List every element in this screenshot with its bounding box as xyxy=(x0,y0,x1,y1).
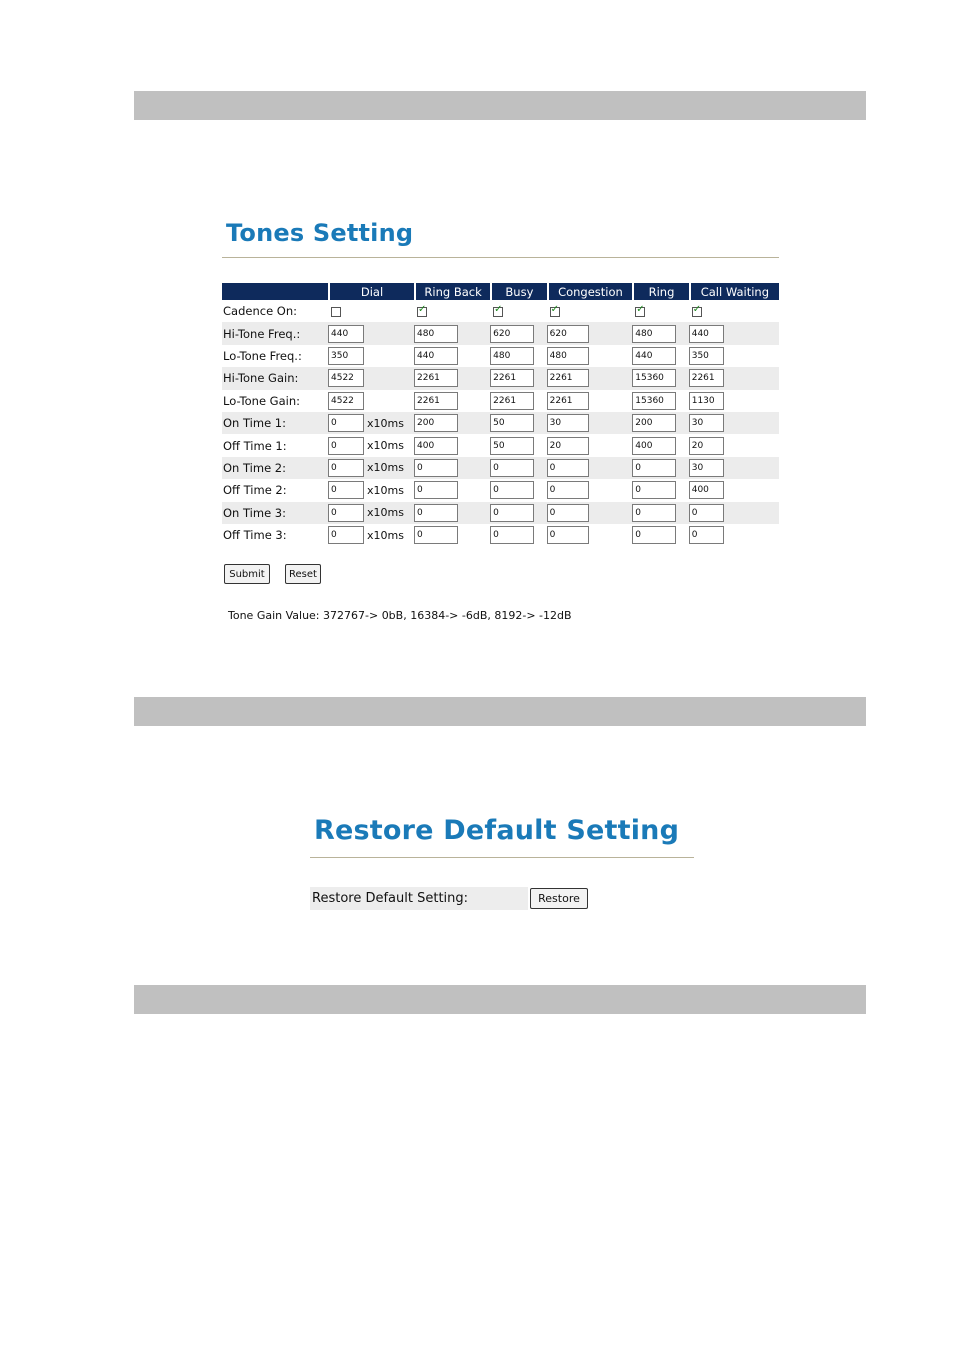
value-input-busy[interactable] xyxy=(490,481,534,499)
column-header-label xyxy=(222,283,328,300)
value-input-ring-back[interactable] xyxy=(414,504,458,522)
tones-title-rule xyxy=(222,257,779,258)
table-row xyxy=(222,502,779,524)
value-cell xyxy=(547,412,633,434)
value-cell xyxy=(328,322,414,344)
column-header-ring-back: Ring Back xyxy=(414,283,490,300)
value-input-busy[interactable] xyxy=(490,437,534,455)
cadence-checkbox-dial[interactable] xyxy=(331,307,341,317)
value-input-call-waiting[interactable] xyxy=(689,392,724,410)
value-cell xyxy=(632,390,688,412)
value-cell xyxy=(689,345,779,367)
value-input-ring[interactable] xyxy=(632,392,676,410)
value-input-congestion[interactable] xyxy=(547,392,589,410)
tones-table xyxy=(222,283,779,546)
value-cell xyxy=(414,412,490,434)
value-cell xyxy=(632,345,688,367)
restore-default-title: Restore Default Setting xyxy=(314,815,680,846)
cadence-cell xyxy=(632,300,688,322)
value-cell xyxy=(328,502,414,524)
value-input-busy[interactable] xyxy=(490,347,534,365)
value-input-dial[interactable] xyxy=(328,347,364,365)
value-input-ring[interactable] xyxy=(632,504,676,522)
value-input-congestion[interactable] xyxy=(547,526,589,544)
value-cell xyxy=(490,345,546,367)
value-cell xyxy=(328,457,414,479)
value-cell xyxy=(632,434,688,456)
value-cell xyxy=(689,412,779,434)
value-input-ring-back[interactable] xyxy=(414,414,458,432)
value-input-call-waiting[interactable] xyxy=(689,414,724,432)
unit-label: x10ms xyxy=(367,483,404,497)
value-cell xyxy=(490,457,546,479)
column-header-congestion: Congestion xyxy=(547,283,633,300)
column-header-busy: Busy xyxy=(490,283,546,300)
value-cell xyxy=(490,434,546,456)
row-label: Hi-Tone Freq.: xyxy=(222,322,328,344)
value-cell xyxy=(689,367,779,389)
tone-gain-note: Tone Gain Value: 372767-> 0bB, 16384-> -6dB, 8192-> -12dB xyxy=(228,609,572,622)
value-cell xyxy=(547,367,633,389)
row-label: Lo-Tone Gain: xyxy=(223,393,300,408)
value-input-dial[interactable] xyxy=(328,437,364,455)
value-input-dial[interactable] xyxy=(328,481,364,499)
table-row xyxy=(222,412,779,434)
value-cell xyxy=(490,524,546,546)
value-cell xyxy=(328,367,414,389)
value-cell xyxy=(632,457,688,479)
value-input-ring-back[interactable] xyxy=(414,526,458,544)
cadence-cell xyxy=(328,300,414,322)
value-input-ring[interactable] xyxy=(632,414,676,432)
cadence-cell xyxy=(689,300,779,322)
value-input-dial[interactable] xyxy=(328,526,364,544)
value-cell xyxy=(490,412,546,434)
unit-label: x10ms xyxy=(367,506,404,520)
value-cell xyxy=(414,457,490,479)
value-input-congestion[interactable] xyxy=(547,414,589,432)
value-cell xyxy=(547,390,633,412)
cadence-checkbox-congestion[interactable] xyxy=(550,307,560,317)
row-label: Hi-Tone Gain: xyxy=(222,367,328,389)
value-cell xyxy=(490,479,546,501)
value-cell xyxy=(414,322,490,344)
value-input-dial[interactable] xyxy=(328,504,364,522)
row-label: On Time 1: xyxy=(222,412,328,434)
value-cell xyxy=(547,502,633,524)
section-bar-bottom xyxy=(134,985,866,1014)
row-label: On Time 3: xyxy=(222,502,328,524)
row-label: Off Time 1: xyxy=(223,438,287,453)
value-input-call-waiting[interactable] xyxy=(689,504,724,522)
value-cell xyxy=(632,479,688,501)
cadence-checkbox-busy[interactable] xyxy=(493,307,503,317)
value-input-ring-back[interactable] xyxy=(414,347,458,365)
value-cell xyxy=(689,390,779,412)
cadence-cell xyxy=(490,300,546,322)
value-cell xyxy=(414,367,490,389)
value-input-call-waiting[interactable] xyxy=(689,347,724,365)
value-input-ring[interactable] xyxy=(632,369,676,387)
table-row xyxy=(222,524,779,546)
unit-label: x10ms xyxy=(367,439,404,453)
cadence-cell xyxy=(414,300,490,322)
value-cell xyxy=(490,390,546,412)
value-input-dial[interactable] xyxy=(328,325,364,343)
value-input-call-waiting[interactable] xyxy=(689,437,724,455)
value-cell xyxy=(490,367,546,389)
value-cell xyxy=(547,322,633,344)
value-cell xyxy=(547,345,633,367)
tones-setting-title: Tones Setting xyxy=(226,219,414,247)
submit-button[interactable]: Submit xyxy=(224,564,270,584)
cadence-checkbox-ring[interactable] xyxy=(635,307,645,317)
value-cell xyxy=(328,524,414,546)
column-header-ring: Ring xyxy=(632,283,688,300)
value-input-congestion[interactable] xyxy=(547,369,589,387)
cadence-checkbox-ring-back[interactable] xyxy=(417,307,427,317)
value-input-call-waiting[interactable] xyxy=(689,481,724,499)
value-input-busy[interactable] xyxy=(490,414,534,432)
value-input-busy[interactable] xyxy=(490,392,534,410)
cadence-checkbox-call-waiting[interactable] xyxy=(692,307,702,317)
value-input-ring-back[interactable] xyxy=(414,369,458,387)
value-input-dial[interactable] xyxy=(328,392,364,410)
value-input-ring-back[interactable] xyxy=(414,392,458,410)
value-cell xyxy=(547,457,633,479)
row-label: Off Time 2: xyxy=(223,483,287,498)
value-cell xyxy=(689,457,779,479)
value-cell xyxy=(632,367,688,389)
table-row xyxy=(222,322,779,344)
value-cell xyxy=(689,502,779,524)
value-cell xyxy=(632,322,688,344)
value-cell xyxy=(689,479,779,501)
table-row xyxy=(222,457,779,479)
section-bar-top xyxy=(134,91,866,120)
table-row xyxy=(222,479,779,501)
value-input-busy[interactable] xyxy=(490,459,534,477)
value-cell xyxy=(547,434,633,456)
cadence-row xyxy=(222,300,779,322)
value-input-call-waiting[interactable] xyxy=(689,325,724,343)
value-cell xyxy=(547,479,633,501)
value-input-ring[interactable] xyxy=(632,459,676,477)
value-cell xyxy=(328,434,414,456)
value-cell xyxy=(547,524,633,546)
table-row xyxy=(222,345,779,367)
value-input-congestion[interactable] xyxy=(547,325,589,343)
value-cell xyxy=(632,412,688,434)
value-cell xyxy=(328,479,414,501)
value-cell xyxy=(414,390,490,412)
value-cell xyxy=(689,524,779,546)
value-cell xyxy=(414,502,490,524)
value-input-call-waiting[interactable] xyxy=(689,459,724,477)
value-cell xyxy=(414,524,490,546)
row-label: On Time 2: xyxy=(222,457,328,479)
value-input-ring-back[interactable] xyxy=(414,481,458,499)
table-row xyxy=(222,390,779,412)
tones-header-row xyxy=(222,283,779,300)
column-header-dial: Dial xyxy=(328,283,414,300)
restore-button[interactable]: Restore xyxy=(530,888,588,909)
value-cell xyxy=(689,322,779,344)
value-cell xyxy=(414,345,490,367)
value-input-congestion[interactable] xyxy=(547,459,589,477)
value-input-busy[interactable] xyxy=(490,504,534,522)
value-input-congestion[interactable] xyxy=(547,504,589,522)
value-cell xyxy=(490,322,546,344)
table-row xyxy=(222,367,779,389)
value-input-ring[interactable] xyxy=(632,526,676,544)
value-input-ring[interactable] xyxy=(632,481,676,499)
value-input-congestion[interactable] xyxy=(547,437,589,455)
column-header-call-waiting: Call Waiting xyxy=(689,283,779,300)
value-input-ring-back[interactable] xyxy=(414,437,458,455)
value-cell xyxy=(328,412,414,434)
value-input-ring[interactable] xyxy=(632,347,676,365)
value-cell xyxy=(328,345,414,367)
value-cell xyxy=(414,434,490,456)
restore-default-label: Restore Default Setting: xyxy=(310,887,528,910)
value-input-dial[interactable] xyxy=(328,459,364,477)
value-cell xyxy=(689,434,779,456)
table-row xyxy=(222,434,779,456)
unit-label: x10ms xyxy=(367,528,404,542)
restore-title-rule xyxy=(310,857,694,858)
value-input-congestion[interactable] xyxy=(547,481,589,499)
value-input-busy[interactable] xyxy=(490,325,534,343)
value-cell xyxy=(490,502,546,524)
value-cell xyxy=(414,479,490,501)
unit-label: x10ms xyxy=(367,416,404,430)
value-input-ring[interactable] xyxy=(632,325,676,343)
value-input-call-waiting[interactable] xyxy=(689,526,724,544)
value-input-ring-back[interactable] xyxy=(414,325,458,343)
row-label: Cadence On: xyxy=(223,304,298,319)
value-cell xyxy=(328,390,414,412)
value-input-busy[interactable] xyxy=(490,526,534,544)
value-input-busy[interactable] xyxy=(490,369,534,387)
unit-label: x10ms xyxy=(367,461,404,475)
value-input-ring-back[interactable] xyxy=(414,459,458,477)
value-input-ring[interactable] xyxy=(632,437,676,455)
section-bar-middle xyxy=(134,697,866,726)
reset-button[interactable]: Reset xyxy=(285,564,321,584)
cadence-cell xyxy=(547,300,633,322)
value-input-congestion[interactable] xyxy=(547,347,589,365)
row-label: Off Time 3: xyxy=(223,528,287,543)
value-cell xyxy=(632,524,688,546)
value-input-dial[interactable] xyxy=(328,414,364,432)
value-cell xyxy=(632,502,688,524)
value-input-call-waiting[interactable] xyxy=(689,369,724,387)
value-input-dial[interactable] xyxy=(328,369,364,387)
row-label: Lo-Tone Freq.: xyxy=(223,348,302,363)
